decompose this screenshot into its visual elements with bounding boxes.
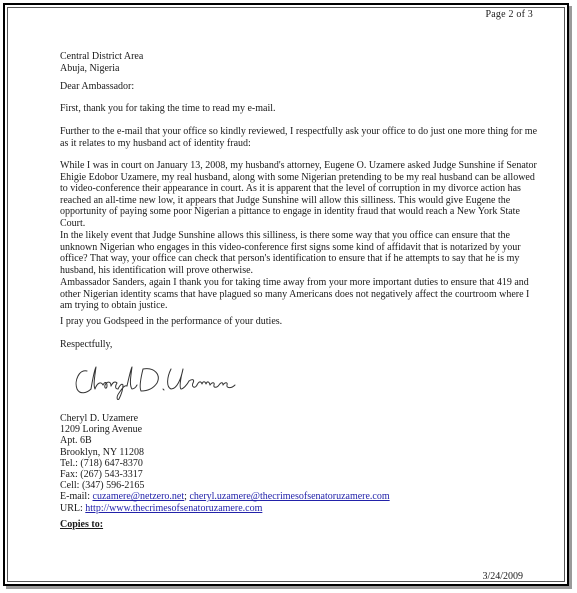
sender-name: Cheryl D. Uzamere <box>60 413 139 424</box>
sender-contact-block <box>60 413 538 514</box>
paragraph-request: Further to the e-mail that your office so kindly reviewed, I respectfully ask your office to do just one more thing for me as it relates to my husband act of identity fraud: <box>60 126 538 149</box>
email-link-netzero[interactable]: cuzamere@netzero.net <box>92 491 185 503</box>
paragraph-ambassador: Ambassador Sanders, again I thank you for taking time away from your more important duties to ensure that 419 and other Nigerian identity scams that have plagued so many Americans does not negatively affect the courtroom where I am trying to obtain justice. <box>60 277 530 312</box>
address-line: Abuja, Nigeria <box>60 62 120 74</box>
document-date: 3/24/2009 <box>482 571 523 582</box>
copies-to-heading: Copies to: <box>60 519 104 530</box>
paragraph-court: While I was in court on January 13, 2008, my husband's attorney, Eugene O. Uzamere asked Judge Sunshine if Senator Ehigie Edobor Uzamere, my real husband, along with some Nigerian pretending to be my real husband can be allowed to video-conference their appearance in court. As it is apparent that the level of corruption in my divorce action has reached an all-time new low, it appears that Judge Sunshine will allow this silliness. This would give Eugene the opportunity of paying some poor Nigerian a pittance to engage in identity fraud that would reach a New York State Court. <box>60 160 537 229</box>
sender-apt: Apt. 6B <box>60 435 92 447</box>
sender-tel: Tel.: (718) 647-8370 <box>60 457 143 469</box>
sender-url-line <box>60 503 538 514</box>
page-number: Page 2 of 3 <box>485 9 533 20</box>
letter-page <box>5 5 567 584</box>
recipient-address <box>60 51 538 74</box>
sender-fax: Fax: (267) 543-3317 <box>60 469 143 481</box>
sender-city: Brooklyn, NY 11208 <box>60 446 144 458</box>
handwritten-signature <box>71 359 241 403</box>
document-frame <box>3 3 569 586</box>
paragraph-thanks: First, thank you for taking the time to read my e-mail. <box>60 103 276 114</box>
url-label: URL: <box>60 502 86 514</box>
email-link-crimes[interactable]: cheryl.uzamere@thecrimesofsenatoruzamere.com <box>189 491 390 503</box>
sender-street: 1209 Loring Avenue <box>60 424 143 436</box>
sender-email-line <box>60 491 538 502</box>
url-link[interactable]: http://www.thecrimesofsenatoruzamere.com <box>85 502 263 514</box>
email-label: E-mail: <box>60 491 93 503</box>
greeting: Dear Ambassador: <box>60 81 135 92</box>
paragraph-affidavit: In the likely event that Judge Sunshine allows this silliness, is there some way that you office can ensure that the unknown Nigerian who engages in this video-conference first signs some kind of affidavit that is notarized by your office? That way, your office can check that person's identification to ensure that if he attempts to say that he is my husband, his identification will prove otherwise. <box>60 230 521 276</box>
sender-cell: Cell: (347) 596-2165 <box>60 480 145 492</box>
closing: Respectfully, <box>60 339 113 350</box>
address-line: Central District Area <box>60 51 144 62</box>
email-separator: ; <box>184 491 190 503</box>
paragraph-godspeed: I pray you Godspeed in the performance of your duties. <box>60 316 283 327</box>
